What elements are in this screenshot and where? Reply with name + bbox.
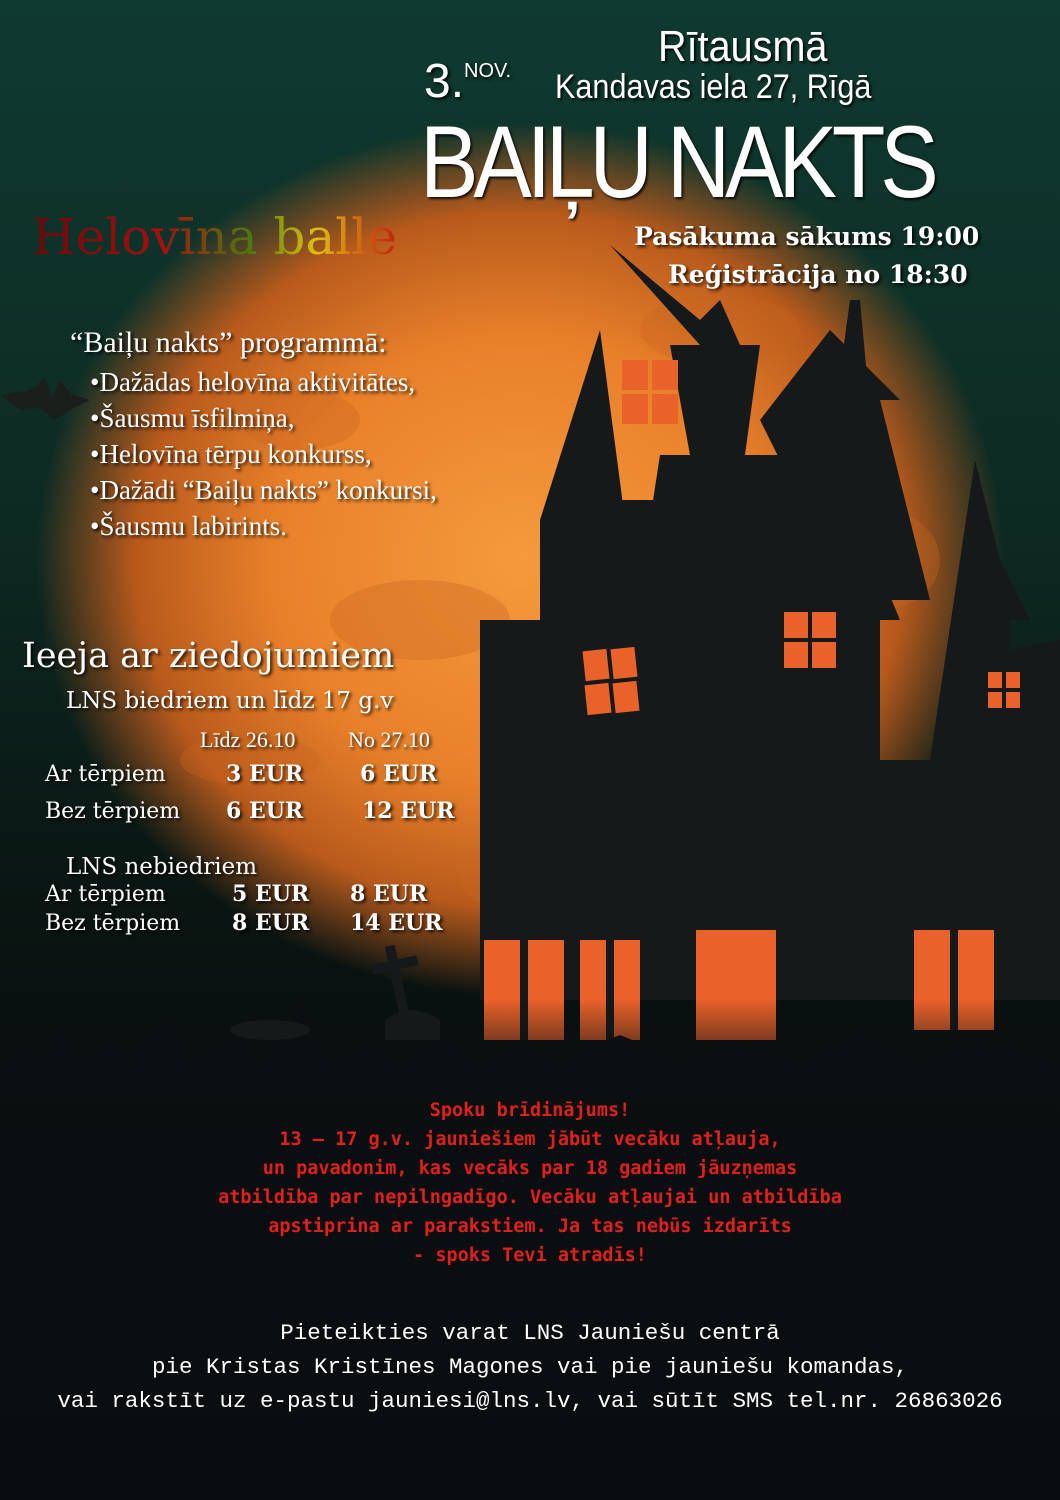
- price-col-late: No 27.10: [348, 727, 430, 752]
- pricing-heading: Ieeja ar ziedojumiem: [22, 636, 395, 676]
- price-value: 6 EUR: [360, 761, 438, 787]
- warning-line: 13 – 17 g.v. jauniešiem jābūt vecāku atļauja,: [279, 1129, 781, 1150]
- subtitle: Helovīna balle: [32, 208, 397, 266]
- price-value: 8 EUR: [232, 910, 310, 936]
- program-item: • Šausmu labirints.: [90, 508, 437, 544]
- house-silhouette: [480, 245, 1060, 1000]
- price-row-label: Ar tērpiem: [45, 882, 166, 907]
- price-value: 6 EUR: [226, 798, 304, 824]
- program-item: • Helovīna tērpu konkurss,: [90, 436, 437, 472]
- venue-name: Rītausmā: [658, 22, 828, 71]
- registration-info: [30, 1316, 1030, 1418]
- venue-address: Kandavas iela 27, Rīgā: [555, 68, 872, 106]
- event-date-day: 3.: [424, 55, 465, 108]
- event-date-month: NOV.: [464, 60, 512, 82]
- warning-line: un pavadonim, kas vecāks par 18 gadiem jāuzņemas: [262, 1158, 798, 1179]
- program-item: • Šausmu īsfilmiņa,: [90, 400, 437, 436]
- warning-line: - spoks Tevi atradīs!: [413, 1245, 647, 1266]
- price-row-label: Bez tērpiem: [45, 799, 181, 824]
- price-value: 3 EUR: [226, 761, 304, 787]
- price-value: 12 EUR: [362, 798, 455, 824]
- program-heading: “Baiļu nakts” programmā:: [70, 326, 387, 359]
- event-title: BAIĻU NAKTS: [420, 105, 934, 219]
- price-value: 14 EUR: [350, 910, 443, 936]
- grave-stone-icon: [230, 1020, 310, 1040]
- price-row-label: Bez tērpiem: [45, 911, 181, 936]
- program-list: [90, 364, 437, 544]
- start-time: Pasākuma sākums 19:00: [634, 222, 980, 251]
- warning-title: Spoku brīdinājums!: [429, 1100, 631, 1121]
- footer-line: vai rakstīt uz e-pastu jauniesi@lns.lv, vai sūtīt SMS tel.nr. 26863026: [57, 1388, 1003, 1414]
- registration-time: Reģistrācija no 18:30: [668, 260, 968, 289]
- price-value: 8 EUR: [350, 881, 428, 907]
- warning-line: apstiprina ar parakstiem. Ja tas nebūs izdarīts: [268, 1216, 792, 1237]
- warning-line: atbildība par nepilngadīgo. Vecāku atļaujai un atbildība: [218, 1187, 842, 1208]
- bat-icon: [0, 378, 90, 420]
- nonmembers-heading: LNS nebiedriem: [66, 854, 258, 880]
- ghost-warning: [130, 1096, 930, 1270]
- price-row-label: Ar tērpiem: [45, 762, 166, 787]
- price-col-early: Līdz 26.10: [200, 727, 296, 752]
- price-value: 5 EUR: [232, 881, 310, 907]
- program-item: • Dažādas helovīna aktivitātes,: [90, 364, 437, 400]
- footer-line: pie Kristas Kristīnes Magones vai pie jauniešu komandas,: [151, 1354, 909, 1380]
- members-heading: LNS biedriem un līdz 17 g.v: [66, 688, 394, 714]
- footer-line: Pieteikties varat LNS Jauniešu centrā: [280, 1320, 780, 1346]
- program-item: • Dažādi “Baiļu nakts” konkursi,: [90, 472, 437, 508]
